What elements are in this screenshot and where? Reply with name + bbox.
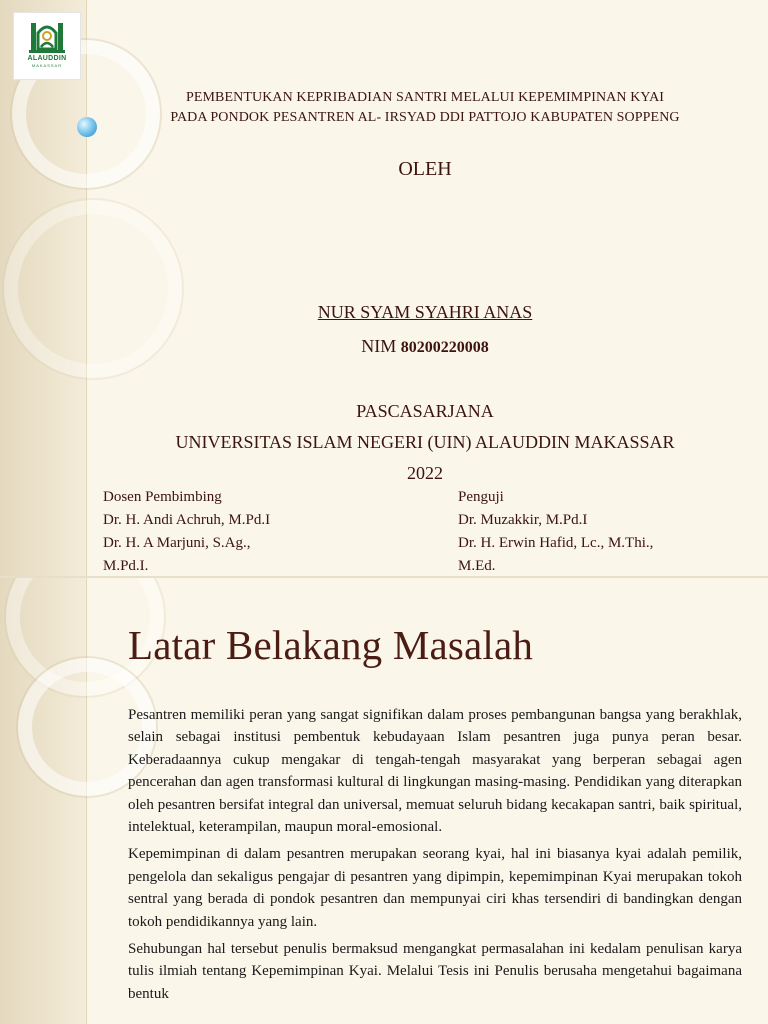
decorative-bubble: [77, 117, 97, 137]
supervisor-line: M.Pd.I.: [103, 558, 149, 574]
section-body: [128, 704, 742, 1010]
year: 2022: [407, 463, 443, 483]
university-logo: [13, 12, 81, 80]
nim-label: NIM: [361, 336, 397, 356]
student-id: [100, 336, 750, 357]
supervisors-block: [103, 486, 333, 576]
body-paragraph: Sehubungan hal tersebut penulis bermaksud mengangkat permasalahan ini kedalam penulisan karya tulis ilmiah tentang Kepemimpinan Kyai. Melalui Tesis ini Penulis berusaha mengetahui bagaimana bentuk: [128, 941, 742, 1002]
examiner-line: Dr. H. Erwin Hafid, Lc., M.Thi.,: [458, 535, 654, 551]
by-label: OLEH: [398, 158, 452, 180]
examiners-block: [458, 486, 728, 576]
supervisor-line: Dr. H. Andi Achruh, M.Pd.I: [103, 512, 271, 528]
supervisors-heading: Dosen Pembimbing: [103, 489, 222, 505]
university-name: UNIVERSITAS ISLAM NEGERI (UIN) ALAUDDIN MAKASSAR: [175, 432, 675, 452]
logo-text: ALAUDDIN: [27, 55, 67, 62]
mosque-emblem-icon: [27, 17, 67, 55]
thesis-title: [100, 88, 750, 128]
body-paragraph: Pesantren memiliki peran yang sangat signifikan dalam proses pembangunan bangsa yang berakhlak, selain sebagai institusi pembentuk kebudayaan Islam pesantren juga punya peran besar. Keberadaannya cukup mengakar di tengah-tengah masyarakat yang berperan sebagai agen pencerahan dan agen transformasi kultural di lingkungan masing-masing. Pendidikan yang diterapkan oleh pesantren bersifat integral dan universal, memuat seluruh bidang kecakapan santri, baik spiritual, intelektual, keterampilan, maupun moral-emosional.: [128, 707, 742, 836]
thesis-title-line-1: PEMBENTUKAN KEPRIBADIAN SANTRI MELALUI KEPEMIMPINAN KYAI: [185, 90, 665, 105]
program-name: PASCASARJANA: [356, 401, 494, 421]
examiners-heading: Penguji: [458, 489, 504, 505]
author-name: NUR SYAM SYAHRI ANAS: [317, 302, 533, 322]
thesis-title-line-2: PADA PONDOK PESANTREN AL- IRSYAD DDI PATTOJO KABUPATEN SOPPENG: [170, 110, 680, 125]
decorative-side-stripe: [0, 578, 87, 1024]
nim-value: 80200220008: [400, 339, 489, 356]
logo-subtext: MAKASSAR: [31, 63, 63, 68]
supervisor-line: Dr. H. A Marjuni, S.Ag.,: [103, 535, 251, 551]
background-slide: [0, 578, 768, 1024]
examiner-line: Dr. Muzakkir, M.Pd.I: [458, 512, 588, 528]
examiner-line: M.Ed.: [458, 558, 496, 574]
decorative-side-stripe: [0, 0, 87, 576]
section-heading: Latar Belakang Masalah: [128, 622, 534, 668]
body-paragraph: Kepemimpinan di dalam pesantren merupakan seorang kyai, hal ini biasanya kyai adalah pemilik, pengelola dan sekaligus pengajar di pesantren yang dipimpin, kepemimpinan Kyai merupakan tokoh sentral yang berada di pondok pesantren dan mempunyai ciri khas tersendiri di bandingkan dengan tokoh pendidikannya yang lain.: [128, 846, 742, 930]
